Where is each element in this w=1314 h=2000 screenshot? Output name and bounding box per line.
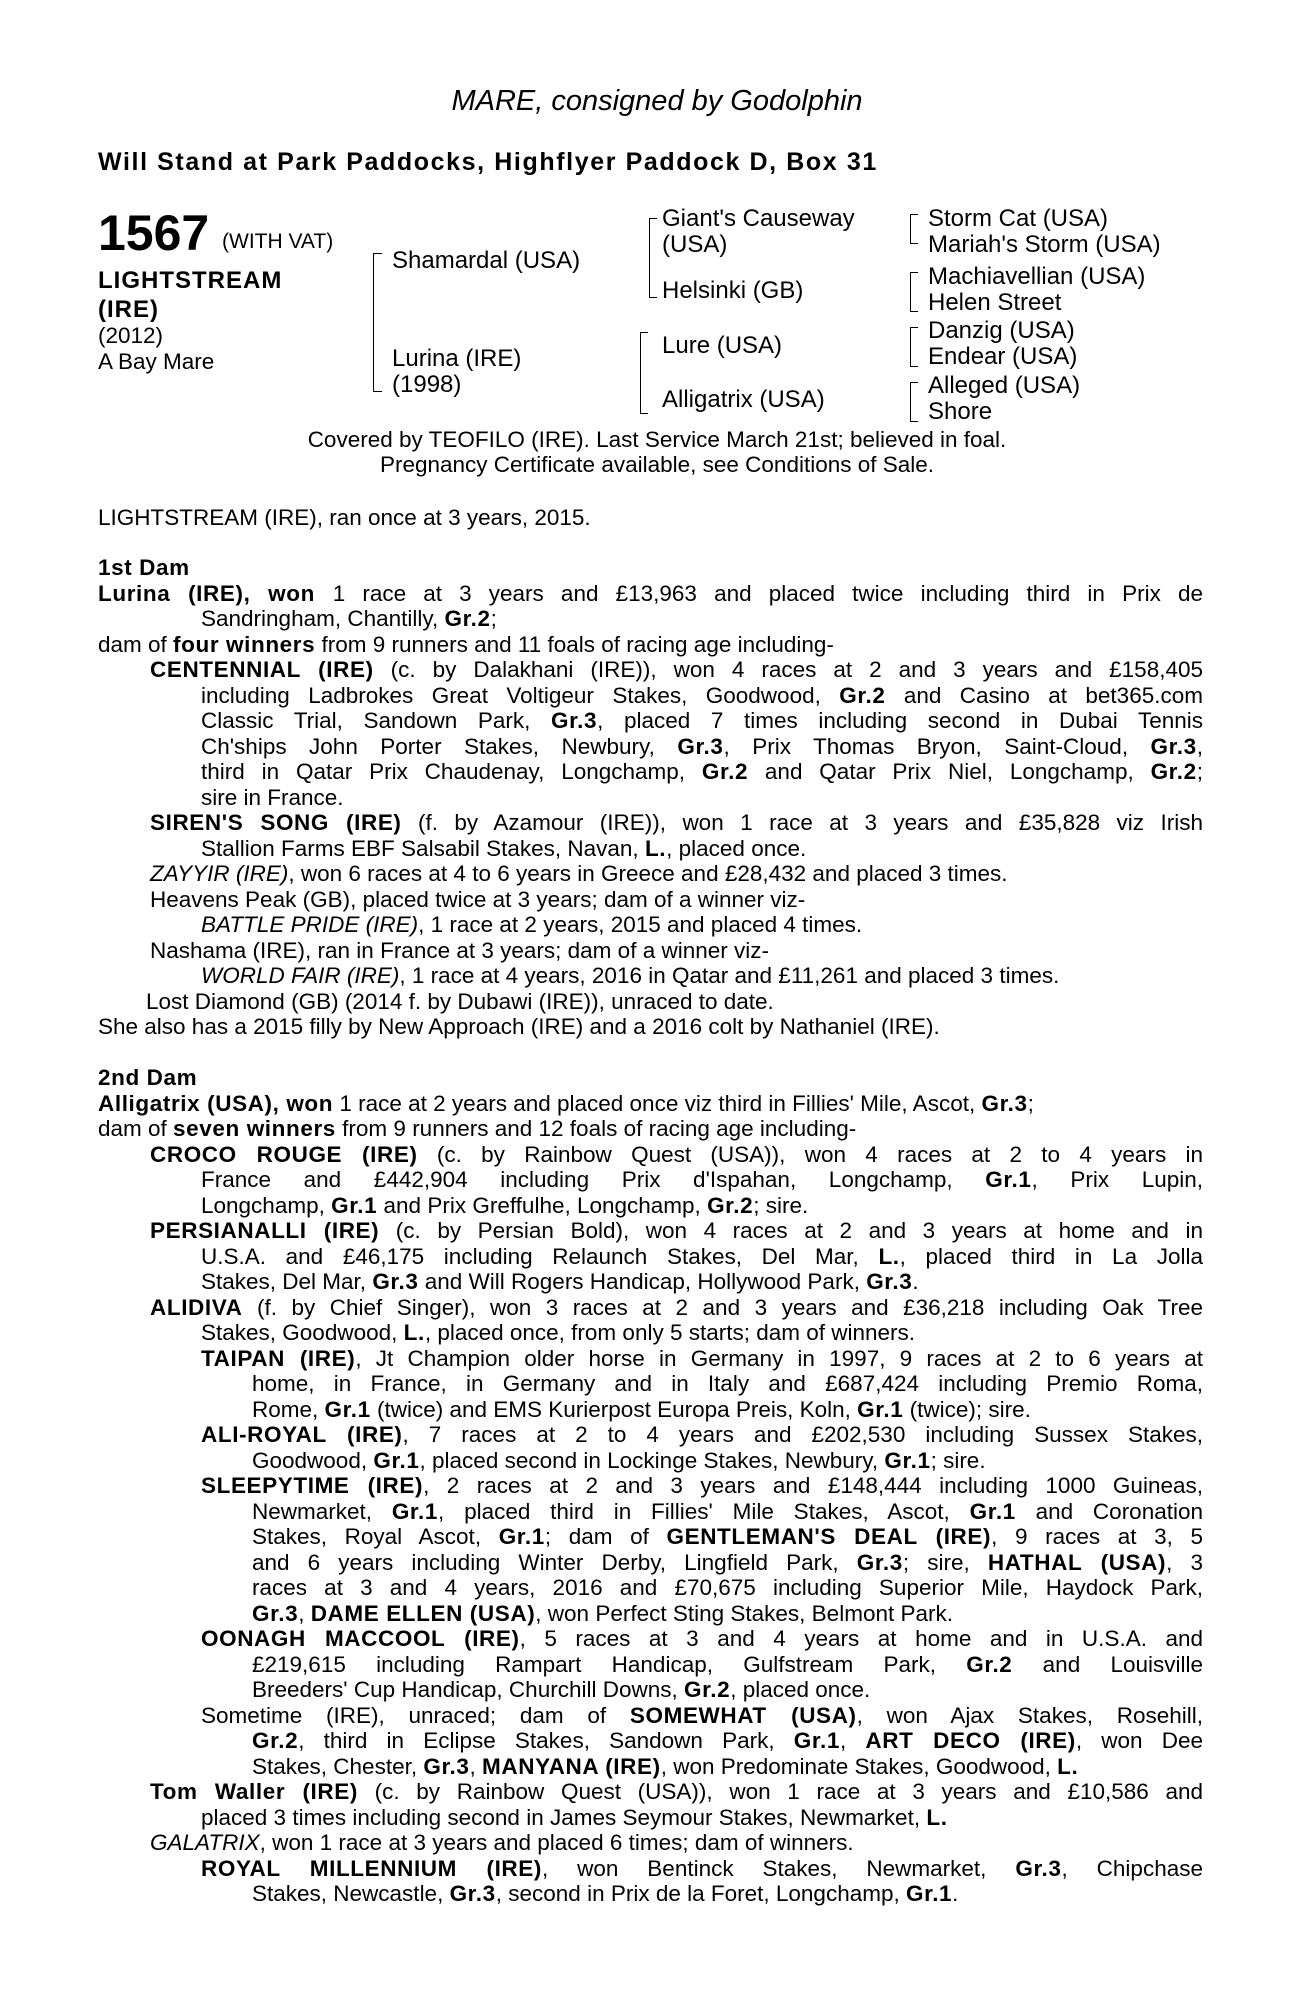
text-run: , second in Prix de la Foret, Longchamp, (495, 1881, 906, 1906)
pedigree-brace-g2 (910, 272, 918, 312)
text-run: Gr.1 (324, 1396, 371, 1422)
text-run: 1 race at 3 years and £13,963 and placed twice including third in Prix de (332, 580, 1203, 606)
second-dam-line (98, 1856, 1203, 1882)
text-run: Gr.1 (905, 1881, 953, 1906)
second-dam-line (98, 1397, 1203, 1423)
second-dam-line (98, 1218, 1203, 1244)
text-run: £219,615 including Rampart Handicap, Gulfstream Park, (252, 1651, 967, 1677)
text-run: seven winners (173, 1116, 336, 1141)
first-dam-line (98, 785, 1203, 811)
second-dam-line (98, 1167, 1203, 1193)
text-run: , Prix Thomas Bryon, Saint-Cloud, (723, 733, 1151, 759)
second-dam-line (98, 1626, 1203, 1652)
text-run: , Jt Champion older horse in Germany in 1997, 9 races at 2 to 6 years at (355, 1345, 1203, 1371)
text-run: Gr.1 (331, 1192, 378, 1218)
text-run: , won Predominate Stakes, Goodwood, (660, 1753, 1058, 1779)
text-run: SOMEWHAT (USA) (629, 1702, 857, 1728)
text-run: Gr.3 (1150, 733, 1197, 759)
text-run: Rome, (252, 1396, 325, 1422)
text-run: SIREN'S SONG (IRE) (150, 810, 402, 835)
text-run: Gr.1 (884, 1447, 931, 1473)
second-dam-line (98, 1652, 1203, 1678)
pregnancy-note: Pregnancy Certificate available, see Conditions of Sale. (379, 452, 935, 477)
text-run: , (1196, 733, 1203, 759)
second-dam-line (98, 1703, 1203, 1729)
horse-description: A Bay Mare (98, 349, 215, 374)
text-run: Stakes, Royal Ascot, (252, 1524, 499, 1549)
first-dam-line (98, 657, 1203, 683)
text-run: Gr.2 (684, 1677, 731, 1702)
pedigree-gg8: Shore (928, 398, 993, 425)
text-run: Classic Trial, Sandown Park, (201, 708, 551, 733)
text-run: Gr.3 (866, 1269, 913, 1294)
text-run: Stakes, Goodwood, (201, 1320, 404, 1345)
text-run: Ch'ships John Porter Stakes, Newbury, (201, 733, 678, 759)
text-run: four winners (173, 631, 316, 657)
pedigree-dam: Lurina (IRE) (392, 345, 522, 372)
pedigree-gg7: Alleged (USA) (928, 372, 1081, 399)
race-record: LIGHTSTREAM (IRE), ran once at 3 years, 2015. (98, 505, 591, 530)
text-run: Gr.1 (373, 1447, 420, 1473)
text-run: from 9 runners and 12 foals of racing age including- (335, 1116, 857, 1141)
text-run: Lurina (IRE), won (98, 580, 333, 606)
second-dam-line (98, 1575, 1203, 1601)
text-run: Gr.2 (701, 759, 749, 784)
second-dam-line (98, 1754, 1203, 1780)
text-run: , won Ajax Stakes, Rosehill, (856, 1702, 1203, 1728)
text-run: Breeders' Cup Handicap, Churchill Downs, (252, 1677, 684, 1702)
text-run: Gr.2 (1150, 759, 1197, 784)
text-run: , placed once. (730, 1677, 871, 1702)
text-run: Gr.2 (444, 606, 491, 631)
text-run: , 2 races at 2 and 3 years and £148,444 including 1000 Guineas, (423, 1473, 1203, 1498)
lot-number: 1567 (98, 205, 210, 261)
text-run: France and £442,904 including Prix d'Ispahan, Longchamp, (201, 1167, 986, 1192)
text-run: , placed once. (666, 835, 807, 861)
first-dam-line (98, 759, 1203, 785)
text-run: , Chipchase (1061, 1855, 1203, 1881)
text-run: Alligatrix (USA), won (98, 1090, 334, 1116)
text-run: GALATRIX (150, 1830, 260, 1855)
text-run: 1 race at 2 years and placed once viz third in Fillies' Mile, Ascot, (333, 1090, 982, 1116)
text-run: , third in Eclipse Stakes, Sandown Park, (298, 1728, 794, 1753)
text-run: races at 3 and 4 years, 2016 and £70,675 including Superior Mile, Haydock Park, (252, 1575, 1203, 1600)
pedigree-gg1: Storm Cat (USA) (928, 205, 1109, 232)
text-run: L. (644, 835, 667, 861)
second-dam-line (98, 1193, 1203, 1219)
text-run: and Prix Greffulhe, Longchamp, (377, 1192, 708, 1218)
text-run: and Louisville (1012, 1651, 1203, 1677)
text-run: , (298, 1600, 311, 1626)
text-run: ; sire. (753, 1192, 809, 1218)
second-dam-section (98, 1065, 1203, 1907)
second-dam-line (98, 1524, 1203, 1550)
pedigree-brace-dam (640, 332, 648, 414)
text-run: Goodwood, (252, 1447, 374, 1473)
text-run: (c. by Persian Bold), won 4 races at 2 and 3 years at home and in (379, 1218, 1203, 1243)
text-run: Stakes, Del Mar, (201, 1269, 373, 1294)
text-run: , (839, 1728, 866, 1753)
second-dam-line (98, 1244, 1203, 1270)
text-run: and Casino at bet365.com (885, 682, 1203, 708)
second-dam-line (98, 1091, 1203, 1117)
text-run: Gr.1 (793, 1728, 840, 1753)
second-dam-line (98, 1371, 1203, 1397)
second-dam-line (98, 1550, 1203, 1576)
first-dam-line (98, 861, 1203, 887)
text-run: MANYANA (IRE) (482, 1753, 661, 1779)
text-run: Gr.1 (498, 1524, 545, 1549)
stand-location: Will Stand at Park Paddocks, Highflyer Paddock D, Box 31 (98, 148, 878, 176)
text-run: third in Qatar Prix Chaudenay, Longchamp, (201, 759, 702, 784)
text-run: , won 6 races at 4 to 6 years in Greece and £28,432 and placed 3 times. (288, 861, 1008, 886)
text-run: DAME ELLEN (USA) (310, 1600, 536, 1626)
text-run: and Will Rogers Handicap, Hollywood Park, (418, 1269, 867, 1294)
text-run: placed 3 times including second in James Seymour Stakes, Newmarket, (201, 1804, 927, 1830)
text-run: , placed third in Fillies' Mile Stakes, Ascot, (438, 1498, 970, 1524)
text-run: Gr.2 (839, 682, 886, 708)
text-run: (f. by Chief Singer), won 3 races at 2 and 3 years and £36,218 including Oak Tree (242, 1294, 1203, 1320)
text-run: SLEEPYTIME (IRE) (201, 1473, 424, 1498)
foaling-year: (2012) (98, 323, 164, 348)
first-dam-line (98, 734, 1203, 760)
text-run: ; (1027, 1090, 1034, 1116)
second-dam-line (98, 1346, 1203, 1372)
first-dam-line (98, 581, 1203, 607)
second-dam-heading: 2nd Dam (98, 1065, 198, 1090)
text-run: BATTLE PRIDE (IRE) (201, 912, 419, 937)
text-run: ; (490, 606, 497, 631)
text-run: Longchamp, (201, 1192, 332, 1218)
text-run: CROCO ROUGE (IRE) (150, 1141, 418, 1167)
text-run: including Ladbrokes Great Voltigeur Stakes, Goodwood, (201, 682, 840, 708)
text-run: Gr.1 (857, 1396, 904, 1422)
pedigree-dam-year: (1998) (392, 371, 462, 398)
text-run: Gr.3 (449, 1881, 496, 1906)
text-run: , placed third in La Jolla (899, 1243, 1203, 1269)
second-dam-line (98, 1728, 1203, 1754)
text-run: , 3 (1166, 1549, 1203, 1575)
first-dam-line (98, 1014, 1203, 1040)
text-run: U.S.A. and £46,175 including Relaunch Stakes, Del Mar, (201, 1243, 879, 1269)
text-run: and Qatar Prix Niel, Longchamp, (748, 759, 1151, 784)
text-run: ; dam of (544, 1524, 667, 1549)
text-run: Gr.3 (856, 1549, 903, 1575)
pedigree-sire-sire: Giant's Causeway (662, 205, 855, 232)
second-dam-line (98, 1499, 1203, 1525)
first-dam-line (98, 632, 1203, 658)
text-run: (c. by Dalakhani (IRE)), won 4 races at 2 and 3 years and £158,405 (373, 657, 1204, 682)
pedigree-gg3: Machiavellian (USA) (928, 263, 1146, 290)
text-run: Sandringham, Chantilly, (201, 606, 445, 631)
first-dam-line (98, 938, 1203, 964)
first-dam-section (98, 555, 1203, 1040)
text-run: ART DECO (IRE) (865, 1728, 1076, 1753)
text-run: Gr.3 (252, 1600, 299, 1626)
text-run: , won 1 race at 3 years and placed 6 times; dam of winners. (259, 1830, 854, 1855)
text-run: , won Bentinck Stakes, Newmarket, (541, 1855, 1016, 1881)
vat-note: (WITH VAT) (222, 230, 334, 253)
text-run: Gr.3 (372, 1269, 419, 1294)
text-run: (f. by Azamour (IRE)), won 1 race at 3 years and £35,828 viz Irish (401, 810, 1203, 835)
first-dam-line (98, 836, 1203, 862)
second-dam-line (98, 1269, 1203, 1295)
text-run: L. (926, 1804, 948, 1830)
text-run: L. (878, 1243, 900, 1269)
text-run: , (469, 1753, 483, 1779)
second-dam-line (98, 1295, 1203, 1321)
pedigree-dam-dam: Alligatrix (USA) (662, 386, 825, 413)
text-run: Newmarket, (252, 1498, 392, 1524)
text-run: Gr.1 (985, 1167, 1032, 1192)
text-run: ; sire. (930, 1447, 986, 1473)
text-run: Stallion Farms EBF Salsabil Stakes, Navan, (201, 835, 645, 861)
second-dam-line (98, 1448, 1203, 1474)
second-dam-line (98, 1881, 1203, 1907)
first-dam-line (98, 989, 1203, 1015)
pedigree-sire: Shamardal (USA) (392, 247, 581, 274)
text-run: , placed 7 times including second in Dubai Tennis (597, 708, 1203, 733)
text-run: Tom Waller (IRE) (150, 1779, 358, 1804)
first-dam-line (98, 606, 1203, 632)
consignor-heading: MARE, consigned by Godolphin (451, 85, 863, 117)
text-run: GENTLEMAN'S DEAL (IRE) (666, 1524, 992, 1549)
text-run: Sometime (IRE), unraced; dam of (201, 1702, 630, 1728)
text-run: , won Dee (1075, 1728, 1203, 1753)
pedigree-brace-g1 (910, 214, 918, 244)
text-run: CENTENNIAL (IRE) (150, 657, 374, 682)
text-run: , 9 races at 3, 5 (991, 1524, 1203, 1549)
text-run: Gr.2 (252, 1728, 299, 1753)
text-run: , 7 races at 2 to 4 years and £202,530 including Sussex Stakes, (402, 1422, 1203, 1447)
text-run: Lost Diamond (GB) (2014 f. by Dubawi (IRE)), unraced to date. (146, 988, 774, 1014)
pedigree-brace-sire (649, 218, 657, 298)
text-run: Heavens Peak (GB), placed twice at 3 years; dam of a winner viz- (150, 886, 806, 912)
text-run: from 9 runners and 11 foals of racing age including- (315, 631, 834, 657)
text-run: Stakes, Newcastle, (252, 1881, 450, 1906)
pedigree-sire-sire-country: (USA) (662, 231, 728, 258)
text-run: , 5 races at 3 and 4 years at home and in U.S.A. and (519, 1626, 1203, 1651)
text-run: ; (1196, 759, 1204, 784)
first-dam-line (98, 963, 1203, 989)
horse-name-country: (IRE) (98, 296, 159, 323)
text-run: ; sire, (902, 1549, 988, 1575)
pedigree-gg4: Helen Street (928, 289, 1062, 316)
first-dam-line (98, 708, 1203, 734)
text-run: , Prix Lupin, (1031, 1167, 1203, 1192)
text-run: Gr.2 (707, 1192, 754, 1218)
second-dam-line (98, 1677, 1203, 1703)
pedigree-brace-main (373, 253, 382, 392)
text-run: ALIDIVA (150, 1294, 243, 1320)
pedigree-brace-g4 (910, 382, 918, 422)
pedigree-dam-sire: Lure (USA) (662, 332, 783, 359)
text-run: L. (1057, 1753, 1079, 1779)
text-run: . (952, 1881, 959, 1906)
text-run: . (912, 1269, 919, 1294)
text-run: dam of (98, 1116, 174, 1141)
first-dam-heading: 1st Dam (98, 555, 190, 580)
text-run: and Coronation (1015, 1498, 1204, 1524)
pedigree-brace-g3 (910, 327, 918, 367)
text-run: Gr.1 (391, 1498, 439, 1524)
first-dam-line (98, 887, 1203, 913)
text-run: ROYAL MILLENNIUM (IRE) (201, 1855, 542, 1881)
text-run: home, in France, in Germany and in Italy and £687,424 including Premio Roma, (252, 1371, 1203, 1396)
text-run: Nashama (IRE), ran in France at 3 years; dam of a winner viz- (150, 937, 769, 963)
text-run: , 1 race at 2 years, 2015 and placed 4 times. (418, 912, 863, 937)
text-run: ZAYYIR (IRE) (150, 861, 289, 886)
text-run: , won Perfect Sting Stakes, Belmont Park. (535, 1600, 953, 1626)
second-dam-line (98, 1422, 1203, 1448)
second-dam-line (98, 1805, 1203, 1831)
text-run: , placed second in Lockinge Stakes, Newbury, (419, 1447, 885, 1473)
first-dam-line (98, 810, 1203, 836)
text-run: Gr.3 (550, 708, 598, 733)
covering-note: Covered by TEOFILO (IRE). Last Service March 21st; believed in foal. (307, 427, 1007, 452)
text-run: ALI-ROYAL (IRE) (201, 1422, 403, 1447)
text-run: WORLD FAIR (IRE) (201, 963, 400, 988)
text-run: Gr.1 (969, 1498, 1016, 1524)
text-run: HATHAL (USA) (987, 1549, 1167, 1575)
horse-name: LIGHTSTREAM (98, 267, 283, 294)
pedigree-gg2: Mariah's Storm (USA) (928, 231, 1161, 258)
second-dam-line (98, 1830, 1203, 1856)
second-dam-line (98, 1473, 1203, 1499)
second-dam-line (98, 1601, 1203, 1627)
text-run: Gr.3 (981, 1090, 1028, 1116)
text-run: (twice); sire. (903, 1396, 1031, 1422)
text-run: and 6 years including Winter Derby, Lingfield Park, (252, 1549, 857, 1575)
text-run: Gr.2 (966, 1651, 1013, 1677)
text-run: OONAGH MACCOOL (IRE) (201, 1626, 520, 1651)
text-run: L. (403, 1320, 425, 1345)
text-run: (c. by Rainbow Quest (USA)), won 1 race at 3 years and £10,586 and (357, 1779, 1203, 1804)
pedigree-gg6: Endear (USA) (928, 343, 1078, 370)
pedigree-gg5: Danzig (USA) (928, 317, 1075, 344)
text-run: Gr.3 (677, 733, 724, 759)
first-dam-line (98, 683, 1203, 709)
text-run: PERSIANALLI (IRE) (150, 1218, 380, 1243)
text-run: dam of (98, 631, 174, 657)
pedigree-sire-dam: Helsinki (GB) (662, 277, 804, 304)
text-run: She also has a 2015 filly by New Approach (IRE) and a 2016 colt by Nathaniel (IRE). (98, 1014, 940, 1039)
text-run: (c. by Rainbow Quest (USA)), won 4 races at 2 to 4 years in (417, 1141, 1204, 1167)
text-run: TAIPAN (IRE) (201, 1345, 356, 1371)
second-dam-line (98, 1116, 1203, 1142)
text-run: , placed once, from only 5 starts; dam of winners. (424, 1320, 916, 1345)
text-run: (twice) and EMS Kurierpost Europa Preis, Koln, (370, 1396, 858, 1422)
text-run: sire in France. (201, 784, 344, 810)
second-dam-line (98, 1142, 1203, 1168)
text-run: Gr.3 (1015, 1855, 1062, 1881)
second-dam-line (98, 1320, 1203, 1346)
first-dam-line (98, 912, 1203, 938)
second-dam-line (98, 1779, 1203, 1805)
text-run: Stakes, Chester, (252, 1753, 424, 1779)
text-run: , 1 race at 4 years, 2016 in Qatar and £11,261 and placed 3 times. (399, 963, 1060, 988)
text-run: Gr.3 (423, 1753, 470, 1779)
